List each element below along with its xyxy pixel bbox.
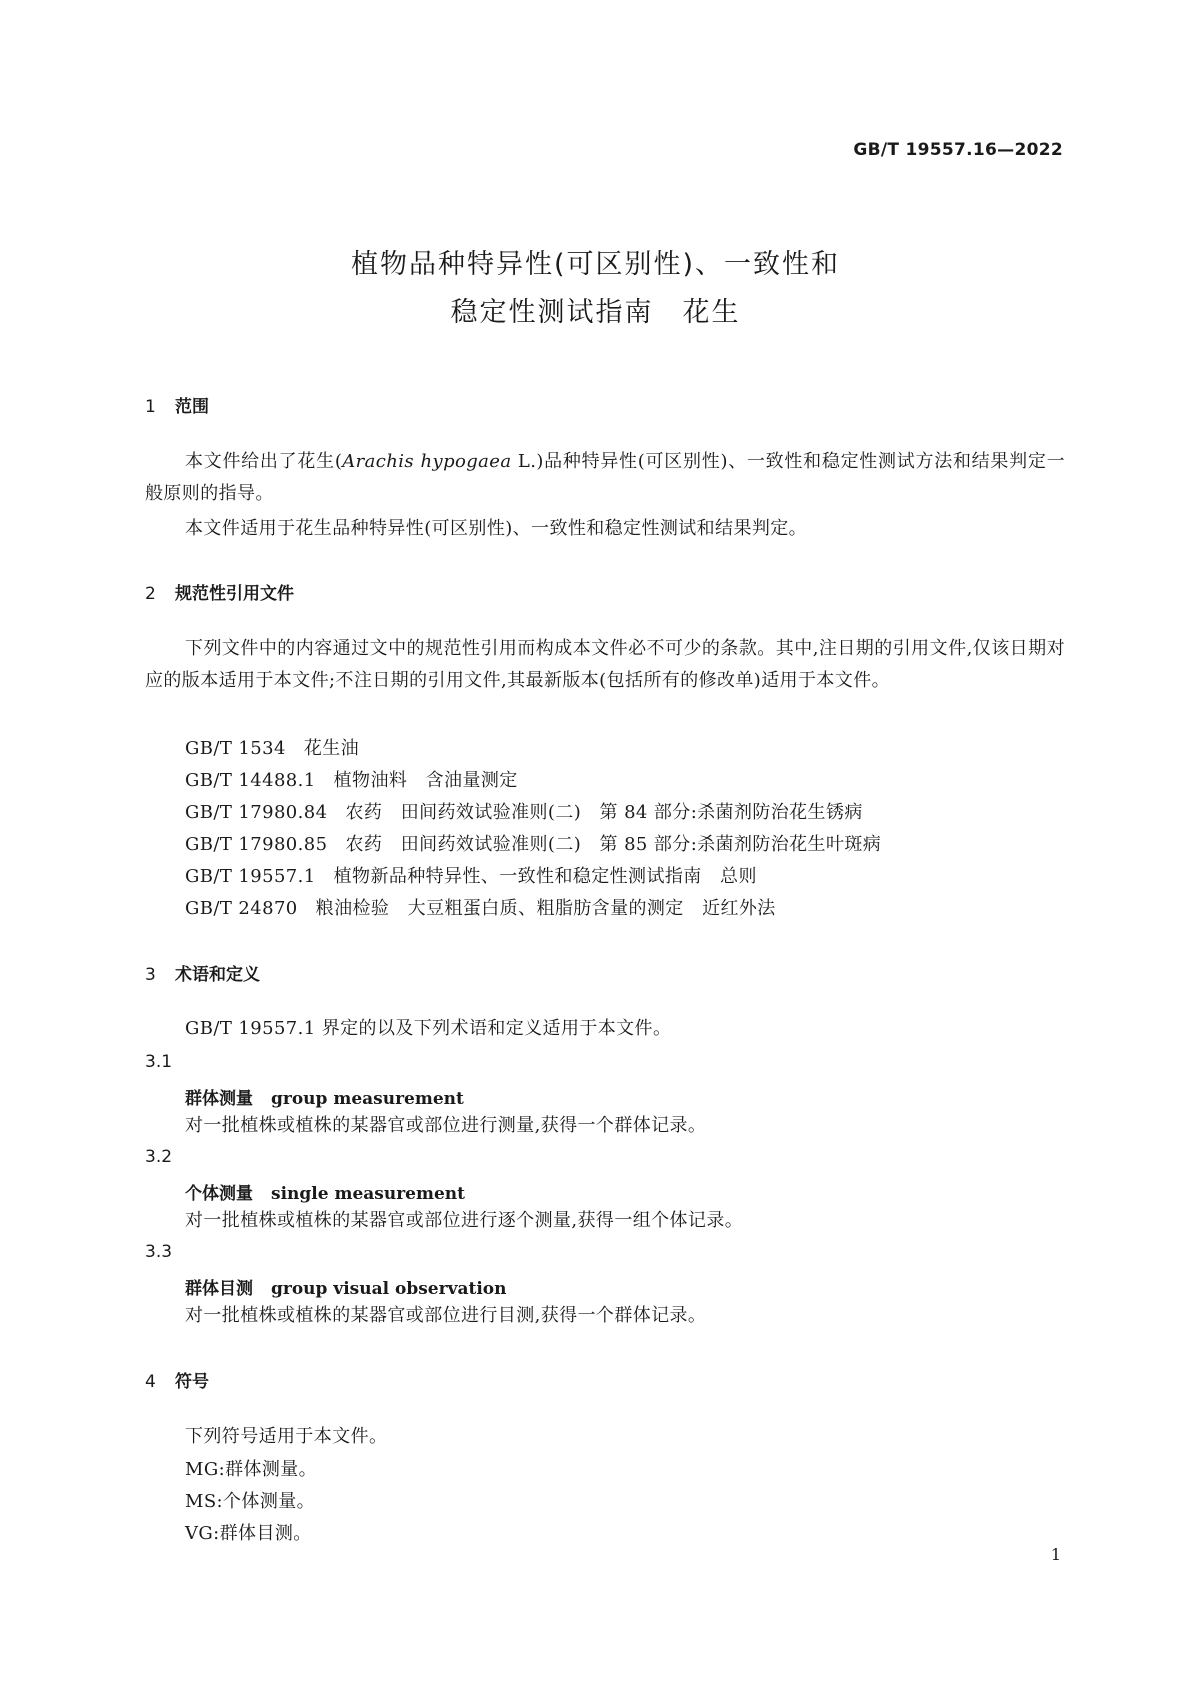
latin-name: Arachis hypogaea [342,451,512,472]
term-number: 3.1 [145,1052,173,1072]
scope-text: L.)品种特异性(可区别性)、一致性和稳定性测试方法和结果判定一般原则的指导。 [145,451,1065,504]
reference-item [185,829,881,861]
page-number: 1 [1050,1545,1061,1564]
reference-item [185,765,518,797]
term-cn: 群体目测 [185,1279,253,1299]
section-number: 1 [145,397,156,417]
term-en: group measurement [271,1089,464,1109]
term-number: 3.3 [145,1242,173,1262]
section-title: 符号 [175,1372,209,1392]
symbol-item: VG:群体目测。 [185,1523,312,1544]
reference-item [185,893,776,925]
section-number: 4 [145,1372,156,1392]
reference-title: 花生油 [303,738,360,759]
section-number: 2 [145,584,156,604]
document-title-line1: 植物品种特异性(可区别性)、一致性和 [350,249,841,280]
term-number: 3.2 [145,1147,173,1167]
reference-code: GB/T 14488.1 [185,770,316,791]
scope-paragraph-1 [145,446,1065,510]
reference-title: 粮油检验 大豆粗蛋白质、粗脂肪含量的测定 近红外法 [315,898,776,919]
reference-code: GB/T 17980.84 [185,802,328,823]
section-heading-scope [145,392,209,417]
reference-title: 农药 田间药效试验准则(二) 第 84 部分:杀菌剂防治花生锈病 [345,802,863,823]
terms-intro: GB/T 19557.1 界定的以及下列术语和定义适用于本文件。 [185,1018,672,1039]
reference-item [185,797,863,829]
term-heading [185,1179,465,1204]
term-definition: 对一批植株或植株的某器官或部位进行逐个测量,获得一组个体记录。 [185,1210,744,1231]
section-heading-terms [145,960,260,985]
section-title: 范围 [175,397,209,417]
symbol-item: MG:群体测量。 [185,1459,318,1480]
reference-item [185,861,757,893]
reference-item [185,733,359,765]
term-definition: 对一批植株或植株的某器官或部位进行目测,获得一个群体记录。 [185,1305,707,1326]
reference-title: 农药 田间药效试验准则(二) 第 85 部分:杀菌剂防治花生叶斑病 [345,834,882,855]
section-title: 规范性引用文件 [175,584,294,604]
term-en: group visual observation [271,1279,507,1299]
references-intro: 下列文件中的内容通过文中的规范性引用而构成本文件必不可少的条款。其中,注日期的引用文件,仅该日期对应的版本适用于本文件;不注日期的引用文件,其最新版本(包括所有的修改单)适用于本文件。 [145,638,1065,691]
term-heading [185,1084,464,1109]
term-heading [185,1274,506,1299]
symbol-item: MS:个体测量。 [185,1491,316,1512]
reference-code: GB/T 24870 [185,898,298,919]
term-definition: 对一批植株或植株的某器官或部位进行测量,获得一个群体记录。 [185,1115,707,1136]
document-title-line2: 稳定性测试指南 花生 [450,297,741,328]
term-en: single measurement [271,1184,466,1204]
standard-code: GB/T 19557.16—2022 [853,140,1063,160]
reference-code: GB/T 17980.85 [185,834,328,855]
section-number: 3 [145,965,156,985]
scope-paragraph-2: 本文件适用于花生品种特异性(可区别性)、一致性和稳定性测试和结果判定。 [185,518,808,539]
section-title: 术语和定义 [175,965,260,985]
symbols-intro: 下列符号适用于本文件。 [185,1426,388,1447]
term-cn: 群体测量 [185,1089,253,1109]
reference-code: GB/T 19557.1 [185,866,316,887]
reference-code: GB/T 1534 [185,738,286,759]
term-cn: 个体测量 [185,1184,253,1204]
reference-title: 植物新品种特异性、一致性和稳定性测试指南 总则 [333,866,757,887]
reference-title: 植物油料 含油量测定 [333,770,518,791]
section-heading-symbols [145,1367,209,1392]
scope-text: 本文件给出了花生( [185,451,343,472]
section-heading-normative-references [145,579,294,604]
